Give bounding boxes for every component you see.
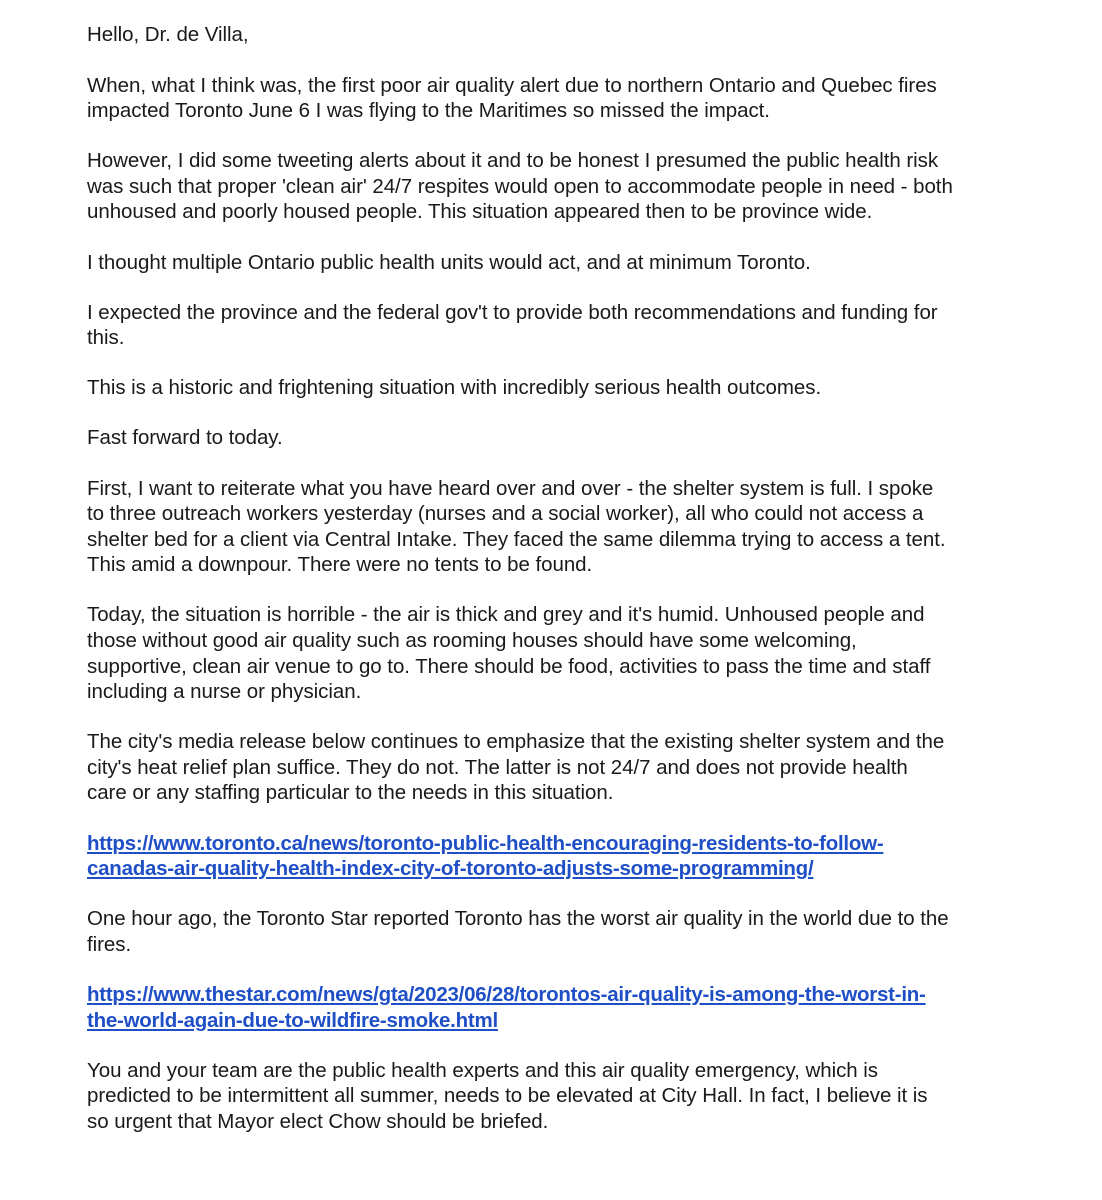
paragraph-line: You and your team are the public health experts and this air quality emergency, which is xyxy=(87,1058,878,1082)
paragraph-shelter-full xyxy=(87,476,1047,578)
paragraph-line: The city's media release below continues to emphasize that the existing shelter system and the xyxy=(87,730,945,754)
paragraph-line: so urgent that Mayor elect Chow should be briefed. xyxy=(87,1109,549,1133)
thestar-link-line[interactable]: the-world-again-due-to-wildfire-smoke.html xyxy=(87,1008,498,1032)
thestar-link-line[interactable]: https://www.thestar.com/news/gta/2023/06/28/torontos-air-quality-is-among-the-worst-in- xyxy=(87,982,926,1006)
paragraph-expected-funding xyxy=(87,300,1047,351)
thestar-link[interactable] xyxy=(87,982,1047,1033)
paragraph-first-alert xyxy=(87,73,1047,124)
email-body xyxy=(87,22,1047,1159)
paragraph-line: First, I want to reiterate what you have heard over and over - the shelter system is full. I spoke xyxy=(87,476,934,500)
paragraph-line: One hour ago, the Toronto Star reported Toronto has the worst air quality in the world due to the xyxy=(87,907,949,931)
paragraph-line: to three outreach workers yesterday (nurses and a social worker), all who could not access a xyxy=(87,502,924,526)
paragraph-line: care or any staffing particular to the needs in this situation. xyxy=(87,781,614,805)
paragraph-line: I thought multiple Ontario public health units would act, and at minimum Toronto. xyxy=(87,250,811,274)
paragraph-media-release xyxy=(87,729,1047,806)
paragraph-line: This is a historic and frightening situation with incredibly serious health outcomes. xyxy=(87,376,822,400)
paragraph-line: impacted Toronto June 6 I was flying to the Maritimes so missed the impact. xyxy=(87,99,770,123)
greeting xyxy=(87,22,1047,48)
paragraph-line: Today, the situation is horrible - the air is thick and grey and it's humid. Unhoused people and xyxy=(87,603,925,627)
toronto-news-link-line[interactable]: canadas-air-quality-health-index-city-of-toronto-adjusts-some-programming/ xyxy=(87,857,814,881)
greeting-text: Hello, Dr. de Villa, xyxy=(87,23,249,46)
paragraph-historic xyxy=(87,375,1047,401)
paragraph-closing xyxy=(87,1058,1047,1135)
paragraph-line: unhoused and poorly housed people. This situation appeared then to be province wide. xyxy=(87,200,873,224)
paragraph-today-situation xyxy=(87,602,1047,704)
paragraph-line: fires. xyxy=(87,932,132,956)
paragraph-line: When, what I think was, the first poor air quality alert due to northern Ontario and Quebec fires xyxy=(87,73,937,97)
paragraph-line: However, I did some tweeting alerts about it and to be honest I presumed the public health risk xyxy=(87,149,939,173)
toronto-news-link-line[interactable]: https://www.toronto.ca/news/toronto-public-health-encouraging-residents-to-follow- xyxy=(87,831,884,855)
paragraph-fast-forward xyxy=(87,425,1047,451)
paragraph-line: city's heat relief plan suffice. They do not. The latter is not 24/7 and does not provide health xyxy=(87,755,908,779)
paragraph-toronto-star xyxy=(87,906,1047,957)
paragraph-tweeting xyxy=(87,148,1047,225)
paragraph-line: those without good air quality such as rooming houses should have some welcoming, xyxy=(87,629,857,652)
paragraph-line: I expected the province and the federal gov't to provide both recommendations and funding for xyxy=(87,300,938,324)
paragraph-line: Fast forward to today. xyxy=(87,426,283,450)
paragraph-line: was such that proper 'clean air' 24/7 respites would open to accommodate people in need - both xyxy=(87,174,953,198)
paragraph-line: This amid a downpour. There were no tents to be found. xyxy=(87,553,593,577)
paragraph-line: supportive, clean air venue to go to. There should be food, activities to pass the time and staff xyxy=(87,654,931,678)
paragraph-line: shelter bed for a client via Central Intake. They faced the same dilemma trying to access a tent. xyxy=(87,527,946,551)
paragraph-health-units xyxy=(87,250,1047,276)
toronto-news-link[interactable] xyxy=(87,831,1047,882)
paragraph-line: this. xyxy=(87,326,125,350)
paragraph-line: including a nurse or physician. xyxy=(87,680,362,704)
paragraph-line: predicted to be intermittent all summer, needs to be elevated at City Hall. In fact, I believe it is xyxy=(87,1084,928,1108)
